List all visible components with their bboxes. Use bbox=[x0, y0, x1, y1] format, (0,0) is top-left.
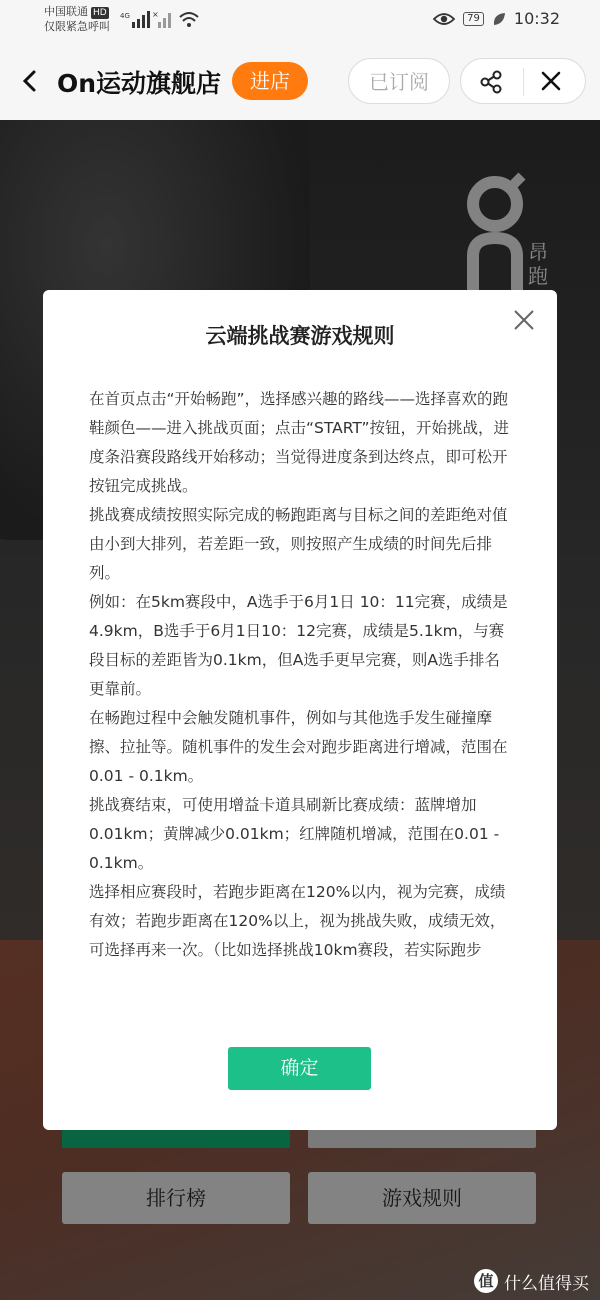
network-type: 4G bbox=[120, 12, 130, 20]
rule-paragraph: 挑战赛结束，可使用增益卡道具刷新比赛成绩：蓝牌增加0.01km；黄牌减少0.01km；红牌随机增减，范围在0.01 - 0.1km。 bbox=[89, 796, 500, 872]
rules-dialog bbox=[43, 290, 557, 1130]
rules-text[interactable] bbox=[89, 385, 513, 1015]
battery-icon: 79 bbox=[463, 12, 484, 26]
logo-text: 昂跑 bbox=[528, 240, 548, 288]
enter-store-button[interactable]: 进店 bbox=[232, 62, 308, 100]
close-dialog-icon[interactable] bbox=[512, 308, 536, 332]
nav-bar bbox=[0, 44, 600, 120]
wifi-icon bbox=[178, 10, 200, 30]
watermark-text: 什么值得买 bbox=[504, 1273, 589, 1294]
carrier-name: 中国联通 bbox=[44, 5, 88, 18]
close-page-icon[interactable] bbox=[540, 70, 562, 92]
subscribed-button[interactable]: 已订阅 bbox=[348, 58, 450, 104]
emergency-text: 仅限紧急呼叫 bbox=[44, 20, 110, 33]
store-title: On运动旗舰店 bbox=[57, 69, 222, 98]
clock: 10:32 bbox=[513, 9, 560, 28]
pill-divider bbox=[523, 68, 524, 96]
carrier-info bbox=[44, 4, 110, 34]
rule-paragraph: 在畅跑过程中会触发随机事件，例如与其他选手发生碰撞摩擦、拉扯等。随机事件的发生会对跑步距离进行增减，范围在0.01 - 0.1km。 bbox=[89, 709, 508, 785]
cellular-signal-icon bbox=[120, 10, 150, 30]
status-bar bbox=[0, 0, 600, 44]
status-right bbox=[433, 9, 560, 28]
watermark bbox=[474, 1266, 589, 1296]
dialog-title: 云端挑战赛游戏规则 bbox=[205, 324, 395, 348]
eye-icon bbox=[433, 11, 455, 27]
leaderboard-button[interactable]: 排行榜 bbox=[62, 1172, 290, 1224]
game-rules-button[interactable]: 游戏规则 bbox=[308, 1172, 536, 1224]
rule-paragraph: 选择相应赛段时，若跑步距离在120%以内，视为完赛，成绩有效；若跑步距离在120%以上，视为挑战失败，成绩无效，可选择再来一次。（比如选择挑战10km赛段，若实际跑步 bbox=[89, 883, 506, 959]
rule-paragraph: 例如：在5km赛段中，A选手于6月1日 10：11完赛，成绩是4.9km，B选手于6月1日10：12完赛，成绩是5.1km，与赛段目标的差距皆为0.1km，但A选手更早完赛，则A选手排名更靠前。 bbox=[89, 593, 508, 698]
leaf-icon bbox=[492, 11, 506, 27]
back-arrow-icon[interactable] bbox=[18, 66, 42, 96]
watermark-logo-icon: 值 bbox=[474, 1269, 498, 1293]
rule-paragraph: 挑战赛成绩按照实际完成的畅跑距离与目标之间的差距绝对值由小到大排列，若差距一致，则按照产生成绩的时间先后排列。 bbox=[89, 506, 508, 582]
share-icon[interactable] bbox=[478, 70, 506, 94]
confirm-button[interactable]: 确定 bbox=[228, 1047, 371, 1090]
svg-text:×: × bbox=[152, 10, 159, 19]
hd-badge: HD bbox=[93, 8, 107, 18]
no-signal-icon bbox=[152, 10, 174, 30]
rule-paragraph: 在首页点击“开始畅跑”，选择感兴趣的路线——选择喜欢的跑鞋颜色——进入挑战页面；点击“START”按钮，开始挑战，进度条沿赛段路线开始移动；当觉得进度条到达终点，即可松开按钮完成挑战。 bbox=[89, 390, 510, 495]
